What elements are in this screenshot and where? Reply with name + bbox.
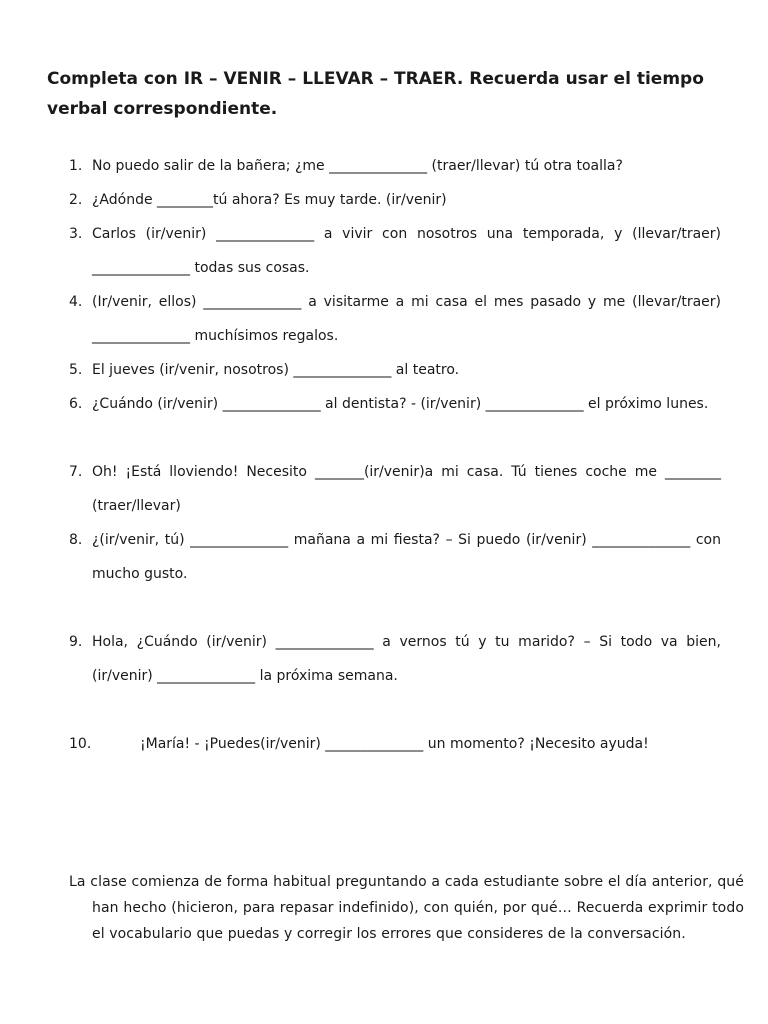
question-number: 10. bbox=[69, 736, 92, 752]
question-text: No puedo salir de la bañera; ¿me ______________ (traer/llevar) tú otra toalla? bbox=[92, 158, 623, 174]
question-1 bbox=[69, 149, 721, 183]
question-number: 9. bbox=[69, 634, 83, 650]
question-number: 6. bbox=[69, 396, 83, 412]
question-4 bbox=[69, 285, 721, 353]
question-number: 2. bbox=[69, 192, 83, 208]
question-number: 4. bbox=[69, 294, 83, 310]
question-6 bbox=[69, 387, 721, 421]
exercise-title: Completa con IR – VENIR – LLEVAR – TRAER. Recuerda usar el tiempo verbal correspondiente. bbox=[47, 69, 704, 119]
question-text: Oh! ¡Está lloviendo! Necesito _______(ir/venir)a mi casa. Tú tienes coche me ________ (traer/llevar) bbox=[92, 464, 721, 514]
question-number: 7. bbox=[69, 464, 83, 480]
question-text: ¿(ir/venir, tú) ______________ mañana a mi fiesta? – Si puedo (ir/venir) ______________ con mucho gusto. bbox=[92, 532, 721, 582]
question-number: 5. bbox=[69, 362, 83, 378]
question-text: El jueves (ir/venir, nosotros) ______________ al teatro. bbox=[92, 362, 460, 378]
question-number: 3. bbox=[69, 226, 83, 242]
question-text: Hola, ¿Cuándo (ir/venir) ______________ a vernos tú y tu marido? – Si todo va bien, (ir/venir) ______________ la próxima semana. bbox=[92, 634, 721, 684]
question-text: Carlos (ir/venir) ______________ a vivir con nosotros una temporada, y (llevar/traer) ______________ todas sus cosas. bbox=[92, 226, 721, 276]
question-10 bbox=[69, 727, 721, 761]
question-9 bbox=[69, 625, 721, 693]
question-5 bbox=[69, 353, 721, 387]
question-number: 8. bbox=[69, 532, 83, 548]
question-2 bbox=[69, 183, 721, 217]
question-text: (Ir/venir, ellos) ______________ a visitarme a mi casa el mes pasado y me (llevar/traer) ______________ muchísimos regalos. bbox=[92, 294, 721, 344]
question-7 bbox=[69, 455, 721, 523]
question-text: ¿Adónde ________tú ahora? Es muy tarde. (ir/venir) bbox=[92, 192, 447, 208]
question-3 bbox=[69, 217, 721, 285]
teacher-note: La clase comienza de forma habitual preguntando a cada estudiante sobre el día anterior, qué han hecho (hicieron, para repasar indefinido), con quién, por qué… Recuerda exprimir todo el vocabulario que puedas y corregir los errores que consideres de la conversación. bbox=[69, 874, 744, 942]
question-number: 1. bbox=[69, 158, 83, 174]
question-text: ¡María! - ¡Puedes(ir/venir) ______________ un momento? ¡Necesito ayuda! bbox=[140, 736, 649, 752]
question-text: ¿Cuándo (ir/venir) ______________ al dentista? - (ir/venir) ______________ el próximo lunes. bbox=[92, 396, 709, 412]
question-8 bbox=[69, 523, 721, 591]
